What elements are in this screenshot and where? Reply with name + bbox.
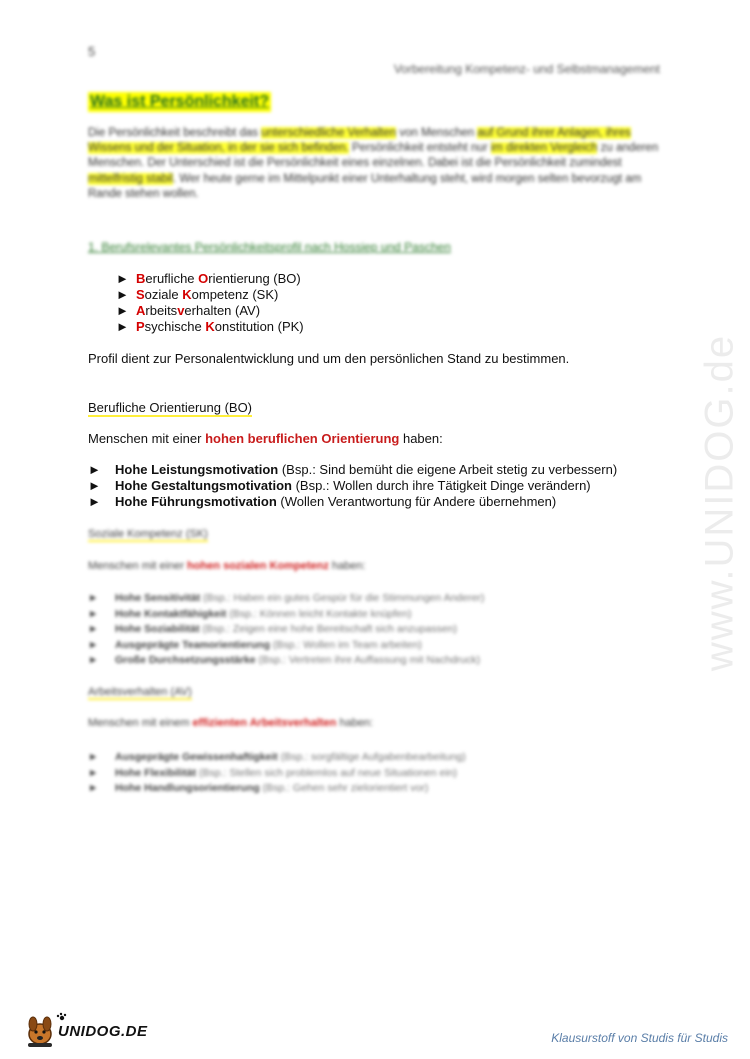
bullet-arrow-icon: ► — [116, 319, 129, 334]
profile-note: Profil dient zur Personalentwicklung und um den persönlichen Stand zu bestimmen. — [88, 351, 570, 366]
list-item: ► Soziale Kompetenz (SK) — [116, 287, 279, 302]
sk-intro: Menschen mit einer hohen sozialen Kompetenz haben: — [88, 560, 366, 572]
header-title: Vorbereitung Kompetenz- und Selbstmanagement — [393, 62, 660, 76]
list-item: ► Hohe Kontaktfähigkeit (Bsp.: Können leicht Kontakte knüpfen) — [88, 607, 484, 623]
sk-list — [88, 591, 484, 669]
list-item: ► Hohe Soziabilität (Bsp.: Zeigen eine hohe Bereitschaft sich anzupassen) — [88, 622, 484, 638]
logo-text: UNIDOG.DE — [58, 1023, 148, 1040]
subsection-heading: 1. Berufsrelevantes Persönlichkeitsprofil nach Hossiep und Paschen — [88, 240, 451, 254]
sk-heading: Soziale Kompetenz (SK) — [88, 528, 208, 540]
bullet-arrow-icon: ► — [88, 623, 99, 636]
bullet-arrow-icon: ► — [116, 303, 129, 318]
page-number: 5 — [88, 44, 96, 59]
bullet-arrow-icon: ► — [116, 287, 129, 302]
list-item: ► Ausgeprägte Gewissenhaftigkeit (Bsp.: sorgfältige Aufgabenbearbeitung) — [88, 750, 466, 766]
bo-intro: Menschen mit einer hohen beruflichen Orientierung haben: — [88, 431, 443, 446]
list-item: ► Hohe Leistungsmotivation (Bsp.: Sind bemüht die eigene Arbeit stetig zu verbessern) — [88, 462, 618, 477]
watermark: www.UNIDOG.de — [697, 333, 742, 672]
av-intro: Menschen mit einem effizienten Arbeitsverhalten haben: — [88, 717, 374, 729]
bo-list — [88, 462, 617, 510]
bullet-arrow-icon: ► — [88, 766, 99, 779]
bo-heading: Berufliche Orientierung (BO) — [88, 400, 253, 415]
list-item: ► Große Durchsetzungsstärke (Bsp.: Vertreten ihre Auffassung mit Nachdruck) — [88, 653, 484, 669]
bullet-arrow-icon: ► — [88, 462, 101, 477]
bullet-arrow-icon: ► — [88, 654, 99, 667]
list-item: ► Ausgeprägte Teamorientierung (Bsp.: Wollen im Team arbeiten) — [88, 638, 484, 654]
list-item: ► Hohe Gestaltungsmotivation (Bsp.: Wollen durch ihre Tätigkeit Dinge verändern) — [88, 478, 591, 493]
bullet-arrow-icon: ► — [88, 494, 101, 509]
av-heading: Arbeitsverhalten (AV) — [88, 686, 192, 698]
bullet-arrow-icon: ► — [88, 607, 99, 620]
section-title: Was ist Persönlichkeit? — [90, 93, 270, 110]
list-item: ► Hohe Flexibilität (Bsp.: Stellen sich problemlos auf neue Situationen ein) — [88, 766, 466, 782]
profile-list — [116, 271, 304, 335]
list-item: ► Hohe Führungsmotivation (Wollen Verantwortung für Andere übernehmen) — [88, 494, 557, 509]
paw-icon — [57, 1013, 66, 1020]
list-item: ► Berufliche Orientierung (BO) — [116, 271, 301, 286]
bullet-arrow-icon: ► — [88, 751, 99, 763]
bullet-arrow-icon: ► — [88, 638, 99, 651]
list-item: ► Hohe Handlungsorientierung (Bsp.: Gehen sehr zielorientiert vor) — [88, 781, 466, 797]
av-list — [88, 750, 466, 797]
bullet-arrow-icon: ► — [116, 271, 129, 286]
bullet-arrow-icon: ► — [88, 478, 101, 493]
list-item: ► Arbeitsverhalten (AV) — [116, 303, 261, 318]
list-item: ► Hohe Sensitivität (Bsp.: Haben ein gutes Gespür für die Stimmungen Anderer) — [88, 591, 484, 607]
footer-slogan: Klausurstoff von Studis für Studis — [551, 1031, 728, 1045]
intro-paragraph: Die Persönlichkeit beschreibt das unterschiedliche Verhalten von Menschen auf Grund ihrer Anlagen, ihres Wissens und der Situation, in der sie sich befinden. Persönlichkeit entsteht nur im direkten Vergleich zu anderen Menschen. Der Unterschied ist die Persönlichkeit eines einzelnen. Dabei ist die Persönlichkeit zumindest mittelfristig stabil. Wer heute gerne im Mittelpunkt einer Unterhaltung steht, wird morgen selten bevorzugt am Rande stehen wollen. — [88, 127, 659, 200]
bullet-arrow-icon: ► — [88, 592, 99, 604]
bullet-arrow-icon: ► — [88, 782, 99, 795]
dog-mascot-icon — [28, 1017, 52, 1047]
list-item: ► Psychische Konstitution (PK) — [116, 319, 304, 334]
